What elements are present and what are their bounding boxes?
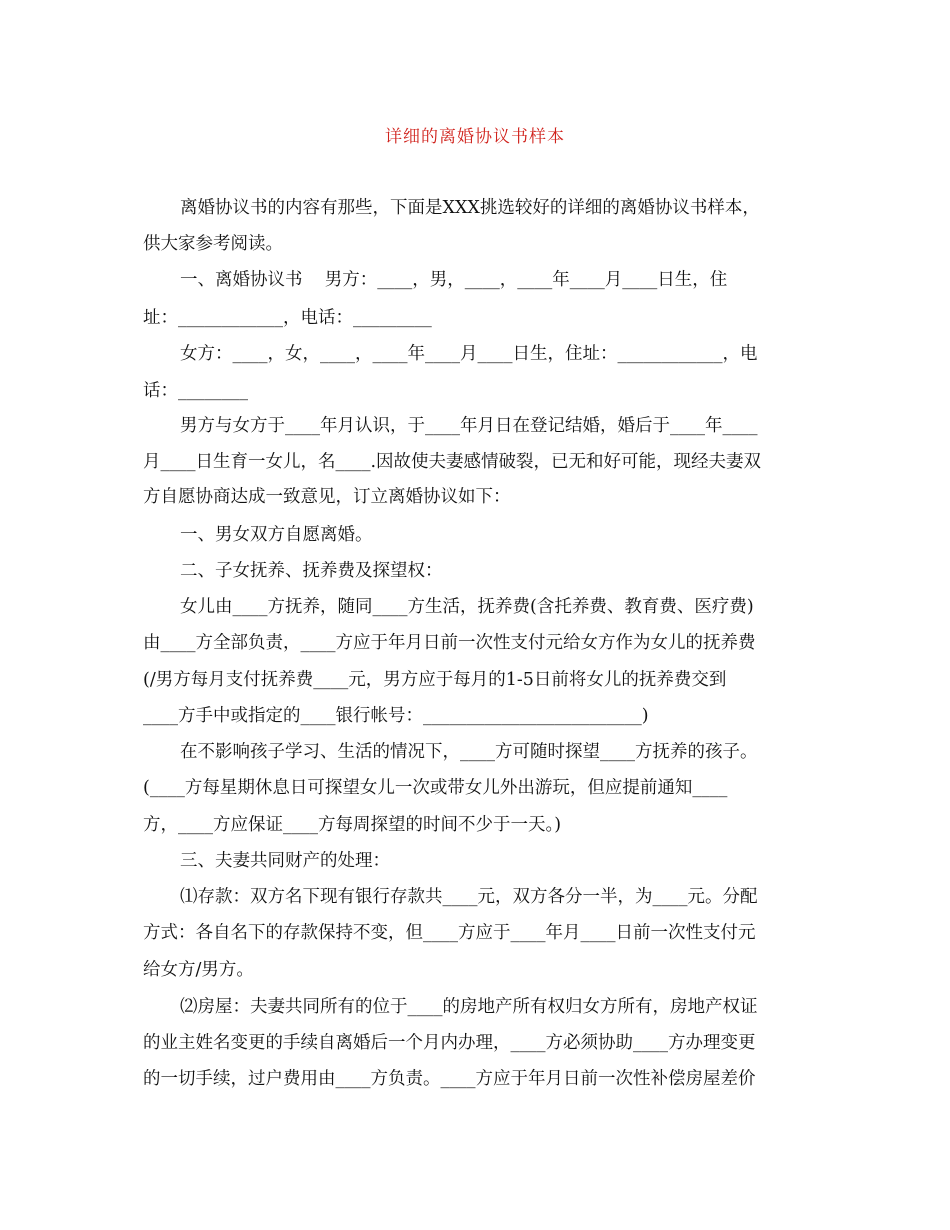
paragraph-line: 三、夫妻共同财产的处理： — [180, 851, 390, 871]
paragraph-line: 的一切手续，过户费用由____方负责。____方应于年月日前一次性补偿房屋差价 — [143, 1069, 756, 1089]
paragraph-line: 供大家参考阅读。 — [143, 234, 283, 254]
paragraph-line: 方，____方应保证____方每周探望的时间不少于一天。) — [143, 815, 562, 835]
paragraph-line: ⑵房屋：夫妻共同所有的位于____的房地产所有权归女方所有，房地产权证 — [180, 997, 758, 1017]
paragraph-line: (/男方每月支付抚养费____元，男方应于每月的1-5日前将女儿的抚养费交到 — [143, 670, 727, 690]
paragraph-line: 女方：____，女，____，____年____月____日生，住址：____________，电 — [180, 344, 758, 364]
paragraph-line: 方自愿协商达成一致意见，订立离婚协议如下： — [143, 487, 511, 507]
paragraph-line: ____方手中或指定的____银行帐号：_________________________) — [143, 706, 649, 726]
paragraph-line: (____方每星期休息日可探望女儿一次或带女儿外出游玩，但应提前通知____ — [143, 778, 728, 798]
paragraph-line: 话：________ — [143, 381, 248, 401]
paragraph-line: 月____日生育一女儿，名____.因故使夫妻感情破裂，已无和好可能，现经夫妻双 — [143, 452, 762, 472]
paragraph-line: 一、离婚协议书 男方：____，男，____，____年____月____日生，住 — [180, 270, 728, 290]
paragraph-line: 男方与女方于____年月认识，于____年月日在登记结婚，婚后于____年____ — [180, 416, 758, 436]
paragraph-line: 二、子女抚养、抚养费及探望权： — [180, 561, 443, 581]
paragraph-line: 址：____________，电话：_________ — [143, 308, 432, 328]
paragraph-line: 由____方全部负责，____方应于年月日前一次性支付元给女方作为女儿的抚养费 — [143, 633, 756, 653]
paragraph-line: ⑴存款：双方名下现有银行存款共____元，双方各分一半，为____元。分配 — [180, 887, 758, 907]
paragraph-line: 方式：各自名下的存款保持不变，但____方应于____年月____日前一次性支付元 — [143, 923, 756, 943]
paragraph-line: 女儿由____方抚养，随同____方生活，抚养费(含托养费、教育费、医疗费) — [180, 597, 754, 617]
paragraph-line: 给女方/男方。 — [143, 960, 254, 980]
paragraph-line: 的业主姓名变更的手续自离婚后一个月内办理，____方必须协助____方办理变更 — [143, 1033, 756, 1053]
paragraph-line: 在不影响孩子学习、生活的情况下，____方可随时探望____方抚养的孩子。 — [180, 742, 758, 762]
document-title: 详细的离婚协议书样本 — [385, 127, 565, 147]
paragraph-line: 一、男女双方自愿离婚。 — [180, 525, 373, 545]
paragraph-line: 离婚协议书的内容有那些，下面是XXX挑选较好的详细的离婚协议书样本， — [180, 198, 760, 218]
